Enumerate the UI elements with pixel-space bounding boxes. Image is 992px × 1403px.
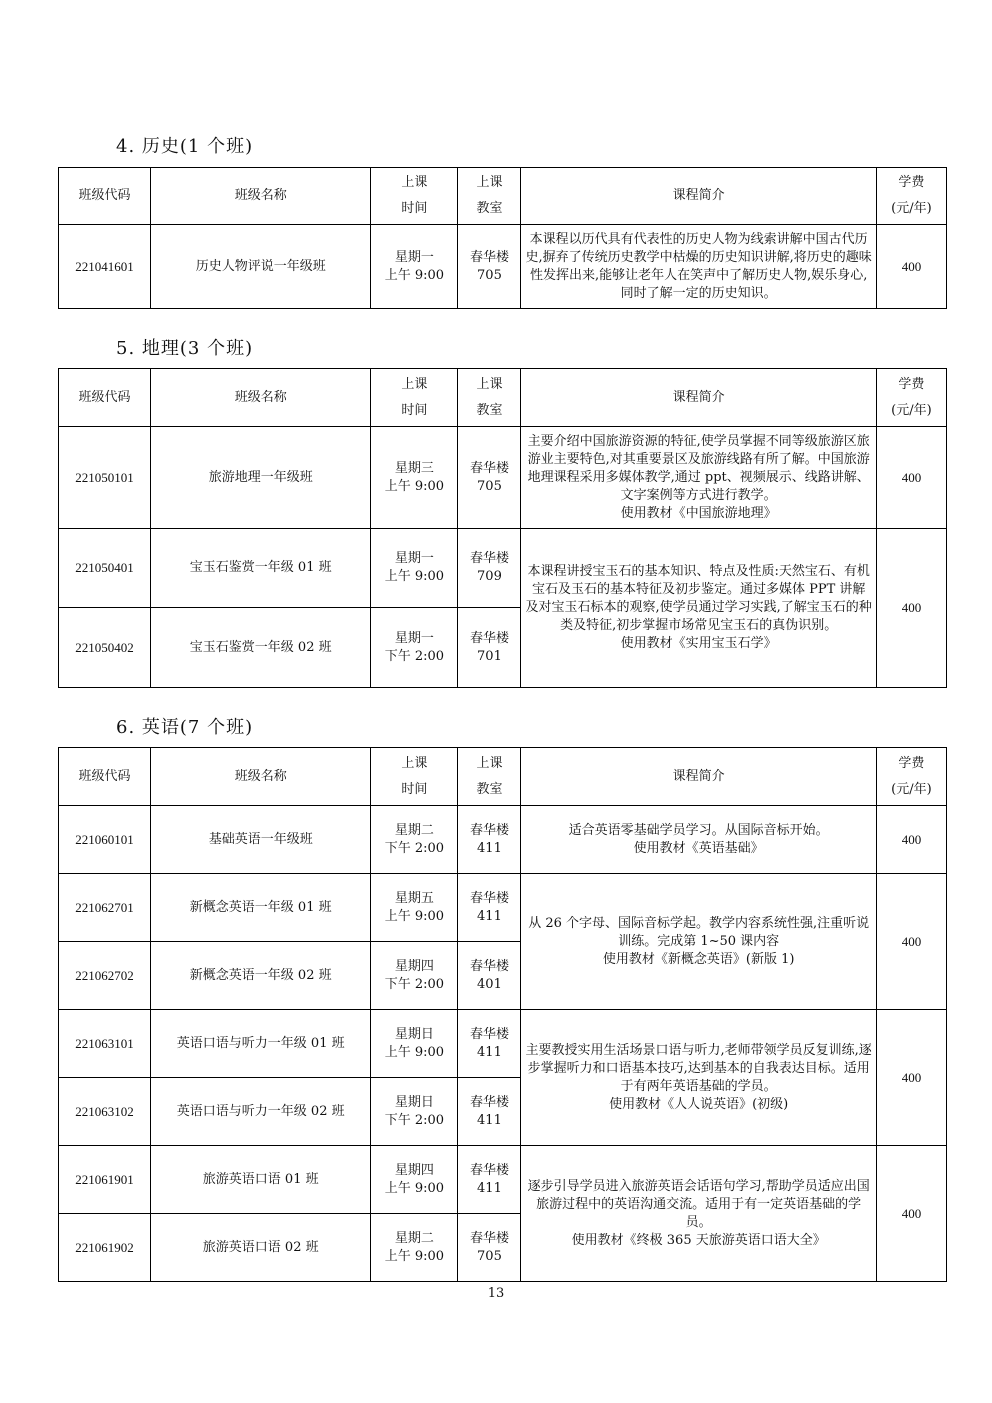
tuition-fee: 400 <box>876 874 946 1010</box>
class-time: 星期四 上午 9:00 <box>371 1146 458 1214</box>
class-time: 星期三 上午 9:00 <box>371 427 458 529</box>
course-description: 主要介绍中国旅游资源的特征,使学员掌握不同等级旅游区旅游业主要特色,对其重要景区及旅游线路有所了解。中国旅游地理课程采用多媒体教学,通过 ppt、视频展示、线路讲解、文字案例等方式进行教学。 使用教材《中国旅游地理》 <box>521 427 876 529</box>
table-row <box>59 529 947 608</box>
class-code: 221050101 <box>59 427 151 529</box>
section-title-history: 4. 历史(1 个班) <box>116 136 254 157</box>
header-fee: 学费 (元/年) <box>876 748 946 806</box>
header-row <box>59 168 947 225</box>
class-code: 221062701 <box>59 874 151 942</box>
table-row <box>59 225 947 309</box>
tuition-fee: 400 <box>876 1010 946 1146</box>
class-name: 旅游英语口语 01 班 <box>151 1146 371 1214</box>
header-fee: 学费 (元/年) <box>876 369 946 427</box>
table-row <box>59 874 947 942</box>
class-room: 春华楼 411 <box>458 806 521 874</box>
header-name: 班级名称 <box>151 748 371 806</box>
class-time: 星期四 下午 2:00 <box>371 942 458 1010</box>
class-code: 221050401 <box>59 529 151 608</box>
course-description: 本课程以历代具有代表性的历史人物为线索讲解中国古代历史,摒弃了传统历史教学中枯燥的历史知识讲解,将历史的趣味性发挥出来,能够让老年人在笑声中了解历史人物,娱乐身心,同时了解一定的历史知识。 <box>521 225 876 309</box>
class-name: 历史人物评说一年级班 <box>151 225 371 309</box>
tuition-fee: 400 <box>876 806 946 874</box>
class-code: 221062702 <box>59 942 151 1010</box>
tuition-fee: 400 <box>876 427 946 529</box>
class-code: 221061901 <box>59 1146 151 1214</box>
class-code: 221041601 <box>59 225 151 309</box>
header-fee: 学费 (元/年) <box>876 168 946 225</box>
header-room: 上课 教室 <box>458 369 521 427</box>
course-description: 从 26 个字母、国际音标学起。教学内容系统性强,注重听说训练。完成第 1~50 课内容 使用教材《新概念英语》(新版 1) <box>521 874 876 1010</box>
class-time: 星期一 上午 9:00 <box>371 529 458 608</box>
header-name: 班级名称 <box>151 369 371 427</box>
class-name: 宝玉石鉴赏一年级 02 班 <box>151 608 371 688</box>
tuition-fee: 400 <box>876 225 946 309</box>
class-name: 基础英语一年级班 <box>151 806 371 874</box>
class-code: 221060101 <box>59 806 151 874</box>
header-desc: 课程简介 <box>521 748 876 806</box>
course-description: 适合英语零基础学员学习。从国际音标开始。 使用教材《英语基础》 <box>521 806 876 874</box>
class-room: 春华楼 411 <box>458 1010 521 1078</box>
class-name: 英语口语与听力一年级 01 班 <box>151 1010 371 1078</box>
course-description: 主要教授实用生活场景口语与听力,老师带领学员反复训练,逐步掌握听力和口语基本技巧,达到基本的自我表达目标。适用于有两年英语基础的学员。 使用教材《人人说英语》(初级) <box>521 1010 876 1146</box>
class-room: 春华楼 705 <box>458 427 521 529</box>
geography-table <box>58 368 947 688</box>
class-name: 新概念英语一年级 01 班 <box>151 874 371 942</box>
class-room: 春华楼 705 <box>458 1214 521 1282</box>
history-table <box>58 167 947 309</box>
class-code: 221063102 <box>59 1078 151 1146</box>
section-title-english: 6. 英语(7 个班) <box>116 717 254 738</box>
class-code: 221063101 <box>59 1010 151 1078</box>
header-code: 班级代码 <box>59 369 151 427</box>
header-room: 上课 教室 <box>458 748 521 806</box>
header-name: 班级名称 <box>151 168 371 225</box>
class-room: 春华楼 709 <box>458 529 521 608</box>
table-row <box>59 1146 947 1214</box>
class-name: 英语口语与听力一年级 02 班 <box>151 1078 371 1146</box>
class-room: 春华楼 401 <box>458 942 521 1010</box>
header-desc: 课程简介 <box>521 369 876 427</box>
tuition-fee: 400 <box>876 529 946 688</box>
class-time: 星期二 上午 9:00 <box>371 1214 458 1282</box>
english-table <box>58 747 947 1282</box>
class-time: 星期二 下午 2:00 <box>371 806 458 874</box>
header-code: 班级代码 <box>59 168 151 225</box>
class-room: 春华楼 705 <box>458 225 521 309</box>
header-time: 上课 时间 <box>371 168 458 225</box>
header-time: 上课 时间 <box>371 369 458 427</box>
header-row <box>59 748 947 806</box>
header-row <box>59 369 947 427</box>
tuition-fee: 400 <box>876 1146 946 1282</box>
class-room: 春华楼 701 <box>458 608 521 688</box>
class-time: 星期一 下午 2:00 <box>371 608 458 688</box>
class-room: 春华楼 411 <box>458 1146 521 1214</box>
course-description: 逐步引导学员进入旅游英语会话语句学习,帮助学员适应出国旅游过程中的英语沟通交流。适用于有一定英语基础的学员。 使用教材《终极 365 天旅游英语口语大全》 <box>521 1146 876 1282</box>
page-number: 13 <box>487 1286 505 1301</box>
table-row <box>59 1010 947 1078</box>
class-room: 春华楼 411 <box>458 1078 521 1146</box>
class-time: 星期一 上午 9:00 <box>371 225 458 309</box>
class-name: 旅游英语口语 02 班 <box>151 1214 371 1282</box>
class-code: 221050402 <box>59 608 151 688</box>
class-name: 新概念英语一年级 02 班 <box>151 942 371 1010</box>
class-name: 旅游地理一年级班 <box>151 427 371 529</box>
class-time: 星期五 上午 9:00 <box>371 874 458 942</box>
class-code: 221061902 <box>59 1214 151 1282</box>
header-code: 班级代码 <box>59 748 151 806</box>
class-time: 星期日 下午 2:00 <box>371 1078 458 1146</box>
header-time: 上课 时间 <box>371 748 458 806</box>
course-description: 本课程讲授宝玉石的基本知识、特点及性质:天然宝石、有机宝石及玉石的基本特征及初步鉴定。通过多媒体 PPT 讲解及对宝玉石标本的观察,使学员通过学习实践,了解宝玉石的种类及特征,初步掌握市场常见宝玉石的真伪识别。 使用教材《实用宝玉石学》 <box>521 529 876 688</box>
class-room: 春华楼 411 <box>458 874 521 942</box>
header-desc: 课程简介 <box>521 168 876 225</box>
header-room: 上课 教室 <box>458 168 521 225</box>
section-title-geography: 5. 地理(3 个班) <box>116 338 254 359</box>
table-row <box>59 427 947 529</box>
table-row <box>59 806 947 874</box>
class-name: 宝玉石鉴赏一年级 01 班 <box>151 529 371 608</box>
class-time: 星期日 上午 9:00 <box>371 1010 458 1078</box>
